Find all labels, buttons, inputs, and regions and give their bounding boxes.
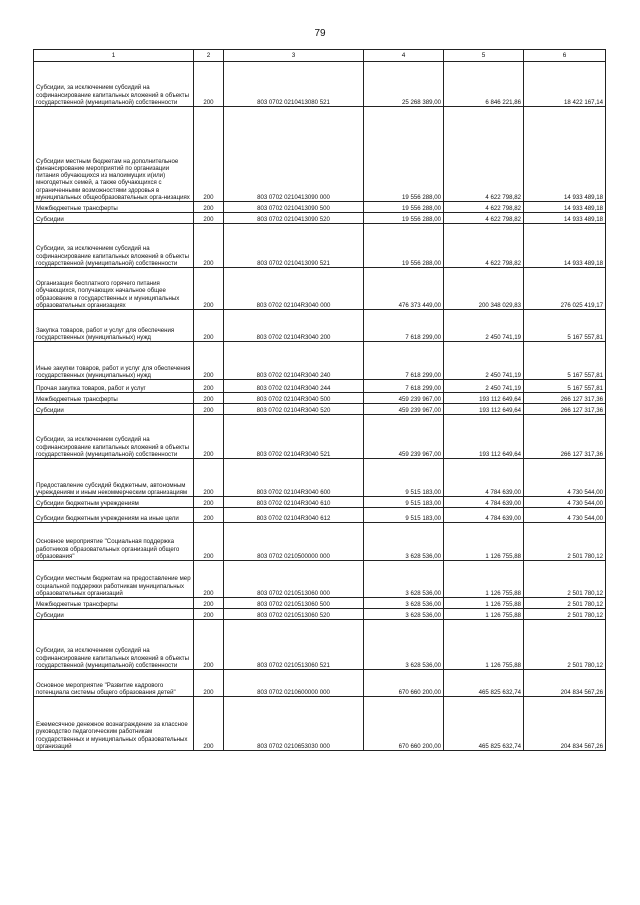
row-name-cell: Субсидии, за исключением субсидий на софинансирование капитальных вложений в объекты государственной (муниципальной) собственности (34, 62, 194, 107)
row-name-cell: Иные закупки товаров, работ и услуг для обеспечения государственных (муниципальных) нужд (34, 342, 194, 380)
row-col2-cell: 200 (194, 404, 224, 415)
row-col2-cell: 200 (194, 598, 224, 609)
table-row (34, 497, 606, 508)
table-row (34, 415, 606, 459)
table-row (34, 508, 606, 523)
table-row (34, 342, 606, 380)
table-row (34, 202, 606, 213)
row-code-cell: 803 0702 0210653030 000 (224, 697, 364, 751)
table-row (34, 620, 606, 670)
column-header: 1 (34, 50, 194, 62)
row-value-col6-cell: 2 501 780,12 (524, 523, 606, 561)
row-value-col4-cell: 3 628 536,00 (364, 598, 444, 609)
row-value-col6-cell: 266 127 317,36 (524, 393, 606, 404)
row-value-col4-cell: 19 556 288,00 (364, 107, 444, 202)
row-name-cell: Организация бесплатного горячего питания обучающихся, получающих начальное общее образование в государственных и муниципальных образовательных организациях (34, 268, 194, 310)
row-value-col6-cell: 18 422 167,14 (524, 62, 606, 107)
table-row (34, 213, 606, 224)
row-value-col5-cell: 4 784 639,00 (444, 459, 524, 497)
row-value-col5-cell: 193 112 649,64 (444, 404, 524, 415)
row-value-col4-cell: 476 373 449,00 (364, 268, 444, 310)
row-value-col4-cell: 670 660 200,00 (364, 670, 444, 697)
row-name-cell: Ежемесячное денежное вознаграждение за классное руководство педагогическим работникам государственных и муниципальных образовательных организаций (34, 697, 194, 751)
table-header-row (34, 50, 606, 62)
row-value-col6-cell: 204 834 567,26 (524, 697, 606, 751)
row-code-cell: 803 0702 02104R3040 244 (224, 380, 364, 393)
row-col2-cell: 200 (194, 107, 224, 202)
row-name-cell: Закупка товаров, работ и услуг для обеспечения государственных (муниципальных) нужд (34, 310, 194, 342)
table-row (34, 523, 606, 561)
row-col2-cell: 200 (194, 213, 224, 224)
row-value-col6-cell: 5 167 557,81 (524, 380, 606, 393)
row-col2-cell: 200 (194, 310, 224, 342)
row-value-col4-cell: 19 556 288,00 (364, 202, 444, 213)
row-value-col5-cell: 1 126 755,88 (444, 609, 524, 620)
row-value-col5-cell: 1 126 755,88 (444, 620, 524, 670)
row-value-col5-cell: 1 126 755,88 (444, 561, 524, 598)
row-code-cell: 803 0702 02104R3040 240 (224, 342, 364, 380)
row-name-cell: Субсидии бюджетным учреждениям (34, 497, 194, 508)
row-value-col5-cell: 2 450 741,19 (444, 310, 524, 342)
row-name-cell: Субсидии бюджетным учреждениям на иные цели (34, 508, 194, 523)
row-code-cell: 803 0702 0210413090 500 (224, 202, 364, 213)
row-name-cell: Основное мероприятие "Развитие кадрового потенциала системы общего образования детей" (34, 670, 194, 697)
row-col2-cell: 200 (194, 497, 224, 508)
table-row (34, 393, 606, 404)
row-value-col6-cell: 14 933 489,18 (524, 213, 606, 224)
table-row (34, 670, 606, 697)
row-col2-cell: 200 (194, 609, 224, 620)
row-value-col5-cell: 465 825 632,74 (444, 697, 524, 751)
row-value-col6-cell: 2 501 780,12 (524, 609, 606, 620)
row-name-cell: Межбюджетные трансферты (34, 393, 194, 404)
row-value-col4-cell: 670 660 200,00 (364, 697, 444, 751)
row-name-cell: Межбюджетные трансферты (34, 202, 194, 213)
row-name-cell: Межбюджетные трансферты (34, 598, 194, 609)
row-value-col6-cell: 14 933 489,18 (524, 107, 606, 202)
row-name-cell: Основное мероприятие "Социальная поддержка работников образовательных организаций общего образования" (34, 523, 194, 561)
row-code-cell: 803 0702 0210513060 521 (224, 620, 364, 670)
row-value-col6-cell: 2 501 780,12 (524, 561, 606, 598)
row-value-col6-cell: 266 127 317,36 (524, 415, 606, 459)
row-name-cell: Предоставление субсидий бюджетным, автономным учреждениям и иным некоммерческим организациям (34, 459, 194, 497)
column-header: 5 (444, 50, 524, 62)
row-value-col4-cell: 7 618 299,00 (364, 380, 444, 393)
table-row (34, 107, 606, 202)
row-value-col4-cell: 7 618 299,00 (364, 310, 444, 342)
row-code-cell: 803 0702 02104R3040 000 (224, 268, 364, 310)
row-name-cell: Субсидии, за исключением субсидий на софинансирование капитальных вложений в объекты государственной (муниципальной) собственности (34, 415, 194, 459)
row-code-cell: 803 0702 0210413080 521 (224, 62, 364, 107)
row-value-col6-cell: 14 933 489,18 (524, 202, 606, 213)
row-code-cell: 803 0702 0210513060 000 (224, 561, 364, 598)
row-code-cell: 803 0702 0210413090 000 (224, 107, 364, 202)
row-col2-cell: 200 (194, 342, 224, 380)
row-value-col6-cell: 2 501 780,12 (524, 598, 606, 609)
row-code-cell: 803 0702 02104R3040 500 (224, 393, 364, 404)
row-col2-cell: 200 (194, 393, 224, 404)
row-code-cell: 803 0702 02104R3040 200 (224, 310, 364, 342)
row-value-col6-cell: 266 127 317,36 (524, 404, 606, 415)
row-value-col4-cell: 25 268 389,00 (364, 62, 444, 107)
row-value-col5-cell: 193 112 649,64 (444, 393, 524, 404)
row-value-col5-cell: 4 622 798,82 (444, 107, 524, 202)
row-name-cell: Прочая закупка товаров, работ и услуг (34, 380, 194, 393)
row-value-col5-cell: 4 784 639,00 (444, 508, 524, 523)
row-col2-cell: 200 (194, 670, 224, 697)
row-name-cell: Субсидии, за исключением субсидий на софинансирование капитальных вложений в объекты государственной (муниципальной) собственности (34, 620, 194, 670)
row-value-col4-cell: 19 556 288,00 (364, 224, 444, 268)
row-value-col5-cell: 6 846 221,86 (444, 62, 524, 107)
row-col2-cell: 200 (194, 224, 224, 268)
row-col2-cell: 200 (194, 561, 224, 598)
budget-table (33, 49, 606, 751)
row-col2-cell: 200 (194, 508, 224, 523)
row-value-col6-cell: 4 730 544,00 (524, 459, 606, 497)
table-row (34, 224, 606, 268)
row-code-cell: 803 0702 0210500000 000 (224, 523, 364, 561)
row-value-col5-cell: 4 622 798,82 (444, 202, 524, 213)
table-row (34, 268, 606, 310)
row-col2-cell: 200 (194, 415, 224, 459)
row-value-col6-cell: 4 730 544,00 (524, 508, 606, 523)
row-value-col4-cell: 3 628 536,00 (364, 620, 444, 670)
row-col2-cell: 200 (194, 202, 224, 213)
column-header: 4 (364, 50, 444, 62)
row-code-cell: 803 0702 02104R3040 521 (224, 415, 364, 459)
row-value-col5-cell: 2 450 741,19 (444, 380, 524, 393)
row-value-col4-cell: 7 618 299,00 (364, 342, 444, 380)
row-value-col5-cell: 4 622 798,82 (444, 213, 524, 224)
table-row (34, 598, 606, 609)
row-code-cell: 803 0702 0210513060 520 (224, 609, 364, 620)
row-col2-cell: 200 (194, 62, 224, 107)
row-name-cell: Субсидии, за исключением субсидий на софинансирование капитальных вложений в объекты государственной (муниципальной) собственности (34, 224, 194, 268)
row-value-col5-cell: 193 112 649,64 (444, 415, 524, 459)
row-value-col6-cell: 204 834 567,26 (524, 670, 606, 697)
row-col2-cell: 200 (194, 620, 224, 670)
row-value-col5-cell: 4 784 639,00 (444, 497, 524, 508)
table-row (34, 561, 606, 598)
row-code-cell: 803 0702 0210600000 000 (224, 670, 364, 697)
row-col2-cell: 200 (194, 268, 224, 310)
row-value-col5-cell: 4 622 798,82 (444, 224, 524, 268)
row-value-col5-cell: 1 126 755,88 (444, 598, 524, 609)
row-name-cell: Субсидии местным бюджетам на дополнительное финансирование мероприятий по организации питания обучающихся из малоимущих и(или) многодетных семей, а также обучающихся с ограниченными возможностями здоровья в муниципальных общеобразовательных орга-низациях (34, 107, 194, 202)
row-col2-cell: 200 (194, 697, 224, 751)
row-value-col4-cell: 459 239 967,00 (364, 393, 444, 404)
table-row (34, 62, 606, 107)
row-value-col4-cell: 9 515 183,00 (364, 508, 444, 523)
row-code-cell: 803 0702 0210413090 521 (224, 224, 364, 268)
row-code-cell: 803 0702 02104R3040 610 (224, 497, 364, 508)
row-code-cell: 803 0702 02104R3040 600 (224, 459, 364, 497)
row-col2-cell: 200 (194, 459, 224, 497)
row-code-cell: 803 0702 0210413090 520 (224, 213, 364, 224)
row-code-cell: 803 0702 02104R3040 520 (224, 404, 364, 415)
row-value-col4-cell: 459 239 967,00 (364, 415, 444, 459)
row-name-cell: Субсидии местным бюджетам на предоставление мер социальной поддержки работникам муниципальных образовательных организаций (34, 561, 194, 598)
row-value-col5-cell: 200 348 029,83 (444, 268, 524, 310)
row-value-col4-cell: 19 556 288,00 (364, 213, 444, 224)
row-value-col5-cell: 1 126 755,88 (444, 523, 524, 561)
table-row (34, 459, 606, 497)
row-value-col4-cell: 3 628 536,00 (364, 561, 444, 598)
table-row (34, 380, 606, 393)
row-value-col6-cell: 5 167 557,81 (524, 310, 606, 342)
row-value-col4-cell: 459 239 967,00 (364, 404, 444, 415)
column-header: 3 (224, 50, 364, 62)
column-header: 2 (194, 50, 224, 62)
row-name-cell: Субсидии (34, 609, 194, 620)
row-value-col6-cell: 276 025 419,17 (524, 268, 606, 310)
row-value-col6-cell: 14 933 489,18 (524, 224, 606, 268)
page-number: 79 (314, 28, 326, 39)
row-code-cell: 803 0702 0210513060 500 (224, 598, 364, 609)
row-value-col4-cell: 9 515 183,00 (364, 459, 444, 497)
row-value-col6-cell: 5 167 557,81 (524, 342, 606, 380)
row-col2-cell: 200 (194, 523, 224, 561)
table-row (34, 404, 606, 415)
row-name-cell: Субсидии (34, 213, 194, 224)
table-row (34, 310, 606, 342)
column-header: 6 (524, 50, 606, 62)
table-row (34, 697, 606, 751)
row-value-col5-cell: 465 825 632,74 (444, 670, 524, 697)
row-col2-cell: 200 (194, 380, 224, 393)
table-row (34, 609, 606, 620)
row-value-col4-cell: 9 515 183,00 (364, 497, 444, 508)
row-value-col4-cell: 3 628 536,00 (364, 523, 444, 561)
row-value-col6-cell: 2 501 780,12 (524, 620, 606, 670)
row-value-col5-cell: 2 450 741,19 (444, 342, 524, 380)
row-value-col4-cell: 3 628 536,00 (364, 609, 444, 620)
row-code-cell: 803 0702 02104R3040 612 (224, 508, 364, 523)
row-name-cell: Субсидии (34, 404, 194, 415)
row-value-col6-cell: 4 730 544,00 (524, 497, 606, 508)
